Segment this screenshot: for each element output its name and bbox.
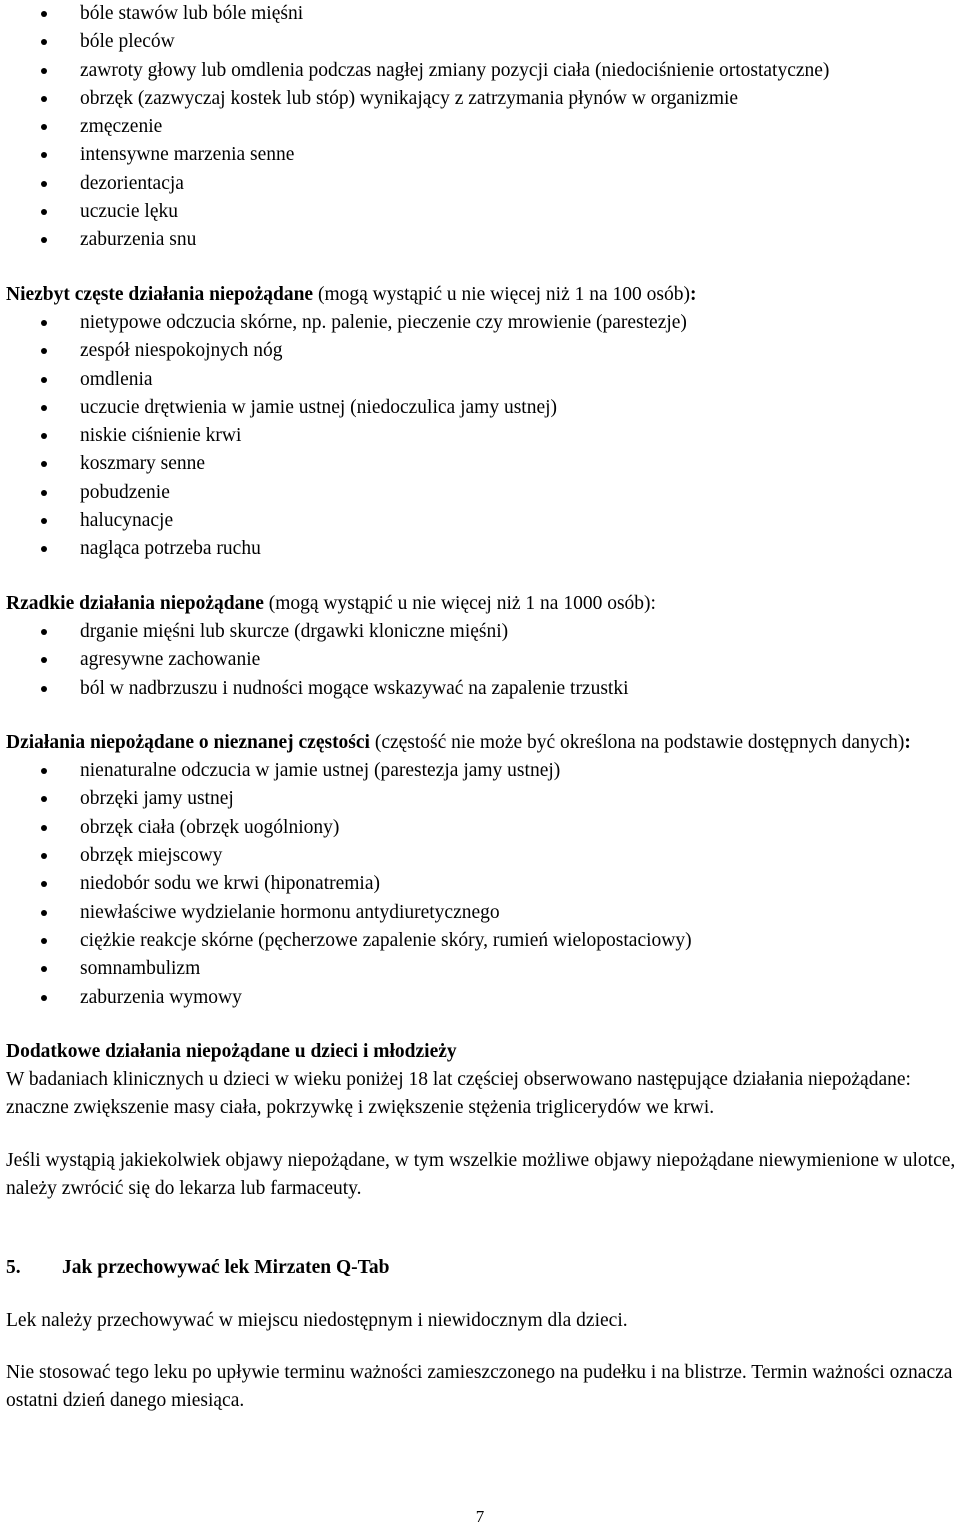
unknown-side-effects-list [6, 757, 956, 1012]
list-item: uczucie drętwienia w jamie ustnej (niedoczulica jamy ustnej) [6, 394, 956, 422]
expiry-paragraph: Nie stosować tego leku po upływie terminu ważności zamieszczonego na pudełku i na blistrze. Termin ważności oznacza ostatni dzień danego miesiąca. [6, 1361, 953, 1412]
list-item: pobudzenie [6, 479, 956, 507]
rare-heading-bold: Rzadkie działania niepożądane [6, 592, 264, 614]
list-item: zaburzenia snu [6, 226, 956, 254]
rare-heading [6, 590, 956, 618]
page-number: 7 [475, 1507, 485, 1526]
uncommon-heading-colon: : [690, 283, 697, 305]
unknown-frequency-heading [6, 729, 956, 757]
uncommon-heading-frequency: (mogą wystąpić u nie więcej niż 1 na 100 osób) [313, 283, 690, 305]
list-item: ciężkie reakcje skórne (pęcherzowe zapalenie skóry, rumień wielopostaciowy) [6, 927, 956, 955]
unknown-heading-frequency: (częstość nie może być określona na podstawie dostępnych danych) [369, 731, 905, 753]
list-item: niskie ciśnienie krwi [6, 422, 956, 450]
list-item: obrzęk (zazwyczaj kostek lub stóp) wynikający z zatrzymania płynów w organizmie [6, 85, 956, 113]
section-title: Jak przechowywać lek Mirzaten Q-Tab [62, 1257, 390, 1279]
list-item: nienaturalne odczucia w jamie ustnej (parestezja jamy ustnej) [6, 757, 956, 785]
list-item: bóle stawów lub bóle mięśni [6, 0, 956, 28]
list-item: ból w nadbrzuszu i nudności mogące wskazywać na zapalenie trzustki [6, 675, 956, 703]
list-item: drganie mięśni lub skurcze (drgawki kloniczne mięśni) [6, 618, 956, 646]
list-item: intensywne marzenia senne [6, 141, 956, 169]
section-heading [6, 1254, 956, 1282]
list-item: niewłaściwe wydzielanie hormonu antydiuretycznego [6, 899, 956, 927]
document-page [6, 0, 956, 1415]
list-item: zaburzenia wymowy [6, 984, 956, 1012]
list-item: zawroty głowy lub omdlenia podczas nagłej zmiany pozycji ciała (niedociśnienie ortostatyczne) [6, 57, 956, 85]
list-item: zmęczenie [6, 113, 956, 141]
storage-paragraph: Lek należy przechowywać w miejscu niedostępnym i niewidocznym dla dzieci. [6, 1309, 628, 1331]
unknown-heading-bold: Działania niepożądane o nieznanej częstości [6, 731, 370, 753]
common-side-effects-list [6, 0, 956, 255]
report-paragraph: Jeśli wystąpią jakiekolwiek objawy niepożądane, w tym wszelkie możliwe objawy niepożądane niewymienione w ulotce, należy zwrócić się do lekarza lub farmaceuty. [6, 1149, 956, 1199]
list-item: halucynacje [6, 507, 956, 535]
list-item: obrzęk miejscowy [6, 842, 956, 870]
children-paragraph: W badaniach klinicznych u dzieci w wieku poniżej 18 lat częściej obserwowano następujące działania niepożądane: znaczne zwiększenie masy ciała, pokrzywkę i zwiększenie stężenia triglicerydów we krwi. [6, 1069, 911, 1119]
list-item: nietypowe odczucia skórne, np. palenie, pieczenie czy mrowienie (parestezje) [6, 309, 956, 337]
rare-heading-frequency: (mogą wystąpić u nie więcej niż 1 na 1000 osób): [263, 592, 656, 614]
uncommon-heading-bold: Niezbyt częste działania niepożądane [6, 283, 314, 305]
section-number: 5. [6, 1257, 21, 1279]
list-item: dezorientacja [6, 170, 956, 198]
list-item: obrzęki jamy ustnej [6, 785, 956, 813]
unknown-heading-colon: : [904, 731, 911, 753]
list-item: niedobór sodu we krwi (hiponatremia) [6, 870, 956, 898]
uncommon-side-effects-list [6, 309, 956, 564]
list-item: obrzęk ciała (obrzęk uogólniony) [6, 814, 956, 842]
list-item: uczucie lęku [6, 198, 956, 226]
list-item: nagląca potrzeba ruchu [6, 535, 956, 563]
rare-side-effects-list [6, 618, 956, 703]
list-item: agresywne zachowanie [6, 646, 956, 674]
list-item: zespół niespokojnych nóg [6, 337, 956, 365]
children-heading: Dodatkowe działania niepożądane u dzieci i młodzieży [6, 1040, 457, 1062]
list-item: koszmary senne [6, 450, 956, 478]
list-item: omdlenia [6, 366, 956, 394]
uncommon-heading [6, 281, 956, 309]
list-item: somnambulizm [6, 955, 956, 983]
list-item: bóle pleców [6, 28, 956, 56]
